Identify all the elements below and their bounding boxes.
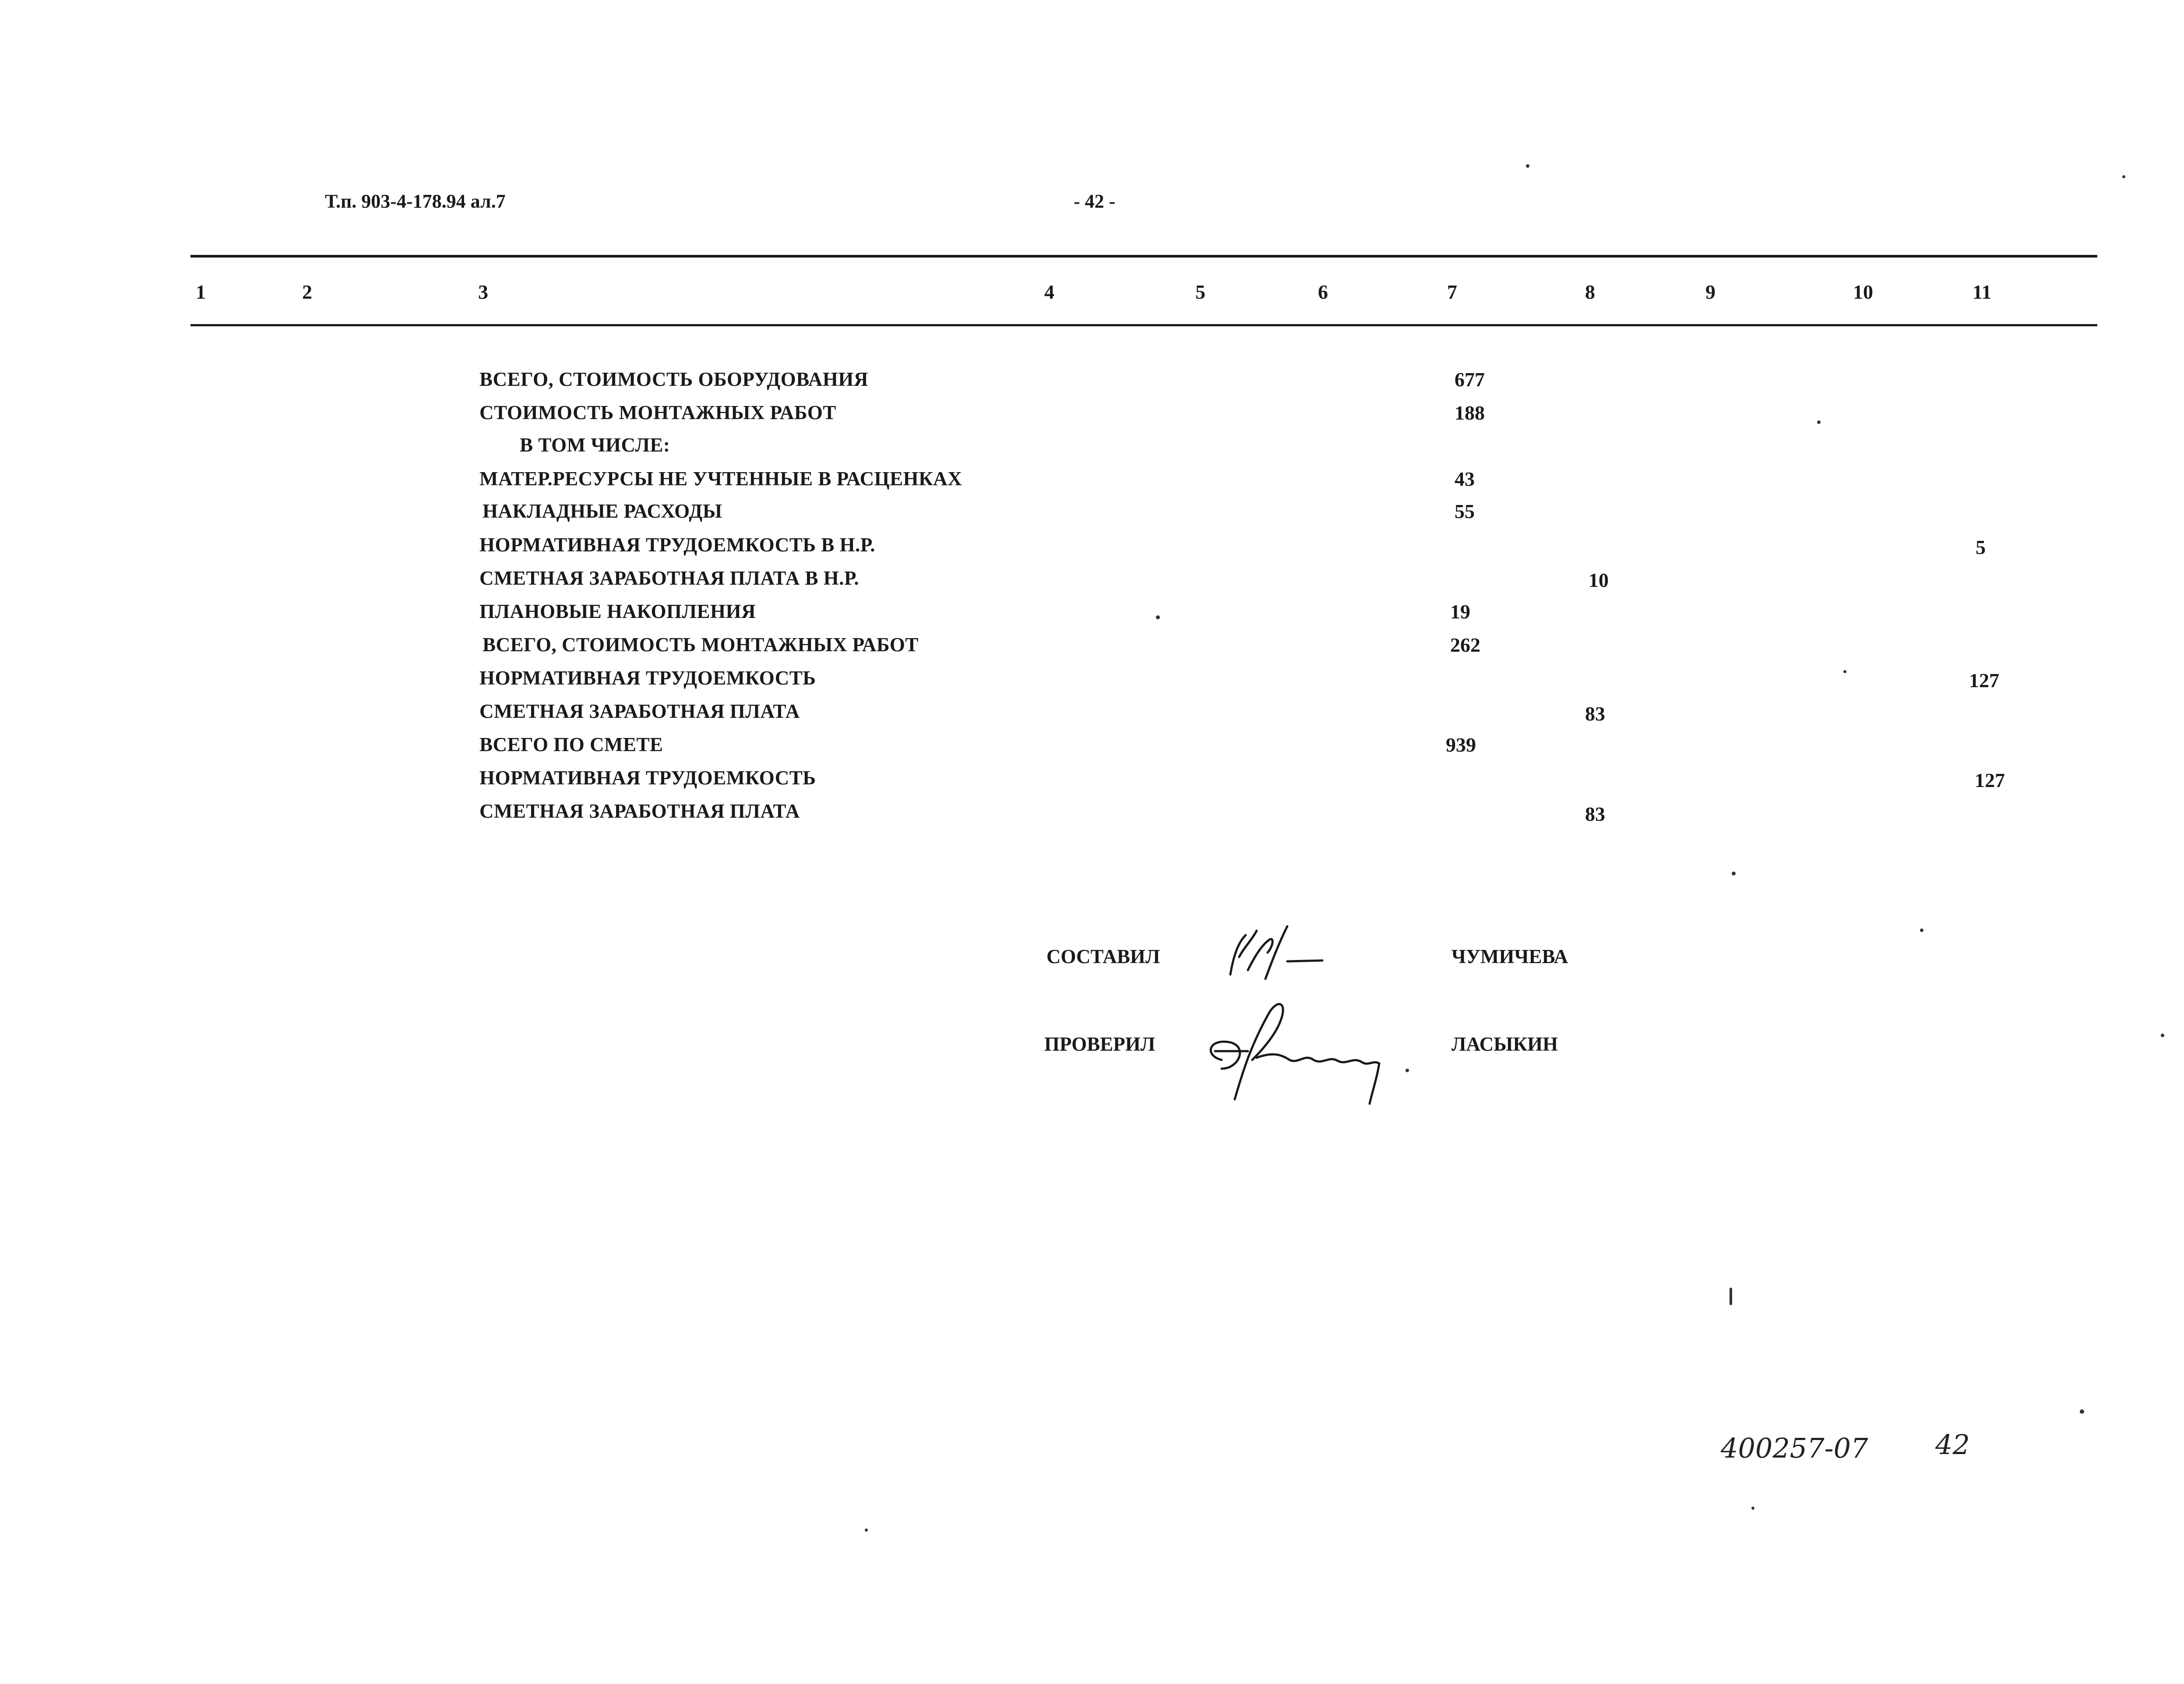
table-top-rule (190, 255, 2097, 258)
scan-speck (1817, 420, 1821, 424)
scan-mark (1730, 1288, 1732, 1305)
column-number-10: 10 (1853, 281, 1873, 303)
scan-speck (1751, 1507, 1754, 1510)
row-label: ВСЕГО ПО СМЕТЕ (479, 734, 663, 756)
row-label: НОРМАТИВНАЯ ТРУДОЕМКОСТЬ (479, 667, 816, 689)
row-value-col7: 262 (1450, 634, 1480, 656)
scan-speck (1732, 872, 1736, 876)
row-label: НОРМАТИВНАЯ ТРУДОЕМКОСТЬ (479, 767, 816, 789)
column-number-11: 11 (1973, 281, 1992, 303)
row-value-col7: 677 (1455, 368, 1485, 391)
signature-checked (1195, 994, 1397, 1108)
row-value-col7: 939 (1446, 734, 1476, 756)
row-label: СМЕТНАЯ ЗАРАБОТНАЯ ПЛАТА В Н.Р. (479, 567, 860, 589)
scan-speck (1156, 615, 1160, 619)
row-value-col7: 55 (1455, 500, 1475, 522)
inventory-number: 400257-07 (1721, 1432, 1868, 1464)
document-code: Т.п. 903-4-178.94 ал.7 (325, 191, 506, 212)
row-value-col7: 19 (1450, 600, 1470, 623)
row-label: ПЛАНОВЫЕ НАКОПЛЕНИЯ (479, 600, 756, 622)
row-value-col8: 83 (1585, 703, 1605, 725)
row-label: СМЕТНАЯ ЗАРАБОТНАЯ ПЛАТА (479, 700, 800, 722)
page-number: - 42 - (1074, 191, 1116, 212)
row-value-col7: 188 (1455, 402, 1485, 424)
signature-compiled (1222, 922, 1335, 1001)
column-number-7: 7 (1447, 281, 1457, 303)
scan-speck (1843, 670, 1846, 673)
scan-speck (1920, 928, 1923, 932)
table-header-rule (190, 324, 2097, 326)
column-number-6: 6 (1318, 281, 1328, 303)
scan-speck (2161, 1034, 2164, 1037)
row-value-col8: 83 (1585, 803, 1605, 825)
row-label: МАТЕР.РЕСУРСЫ НЕ УЧТЕННЫЕ В РАСЦЕНКАХ (479, 468, 962, 490)
scan-speck (1406, 1069, 1409, 1072)
column-number-3: 3 (478, 281, 488, 303)
column-number-2: 2 (302, 281, 312, 303)
column-number-5: 5 (1195, 281, 1205, 303)
row-label: НАКЛАДНЫЕ РАСХОДЫ (483, 500, 722, 522)
compiled-by-name: ЧУМИЧЕВА (1451, 946, 1568, 967)
scan-speck (2122, 175, 2125, 178)
row-value-col11: 5 (1976, 536, 1986, 558)
row-label: НОРМАТИВНАЯ ТРУДОЕМКОСТЬ В Н.Р. (479, 534, 875, 556)
row-value-col8: 10 (1589, 569, 1609, 591)
row-label: СМЕТНАЯ ЗАРАБОТНАЯ ПЛАТА (479, 800, 800, 822)
row-label: ВСЕГО, СТОИМОСТЬ МОНТАЖНЫХ РАБОТ (483, 634, 919, 656)
scan-speck (865, 1529, 868, 1532)
row-value-col11: 127 (1975, 769, 2005, 791)
row-label: СТОИМОСТЬ МОНТАЖНЫХ РАБОТ (479, 402, 836, 424)
scan-speck (2080, 1409, 2084, 1414)
column-number-9: 9 (1705, 281, 1715, 303)
column-number-1: 1 (196, 281, 206, 303)
checked-by-label: ПРОВЕРИЛ (1044, 1033, 1155, 1055)
scan-speck (1526, 164, 1529, 168)
checked-by-name: ЛАСЫКИН (1451, 1033, 1558, 1055)
row-label: ВСЕГО, СТОИМОСТЬ ОБОРУДОВАНИЯ (479, 368, 868, 390)
row-label-subheading: В ТОМ ЧИСЛЕ: (520, 434, 670, 456)
row-value-col11: 127 (1969, 669, 1999, 692)
row-value-col7: 43 (1455, 468, 1475, 490)
sheet-number: 42 (1935, 1429, 1970, 1461)
compiled-by-label: СОСТАВИЛ (1046, 946, 1160, 967)
column-number-4: 4 (1044, 281, 1054, 303)
column-number-8: 8 (1585, 281, 1595, 303)
